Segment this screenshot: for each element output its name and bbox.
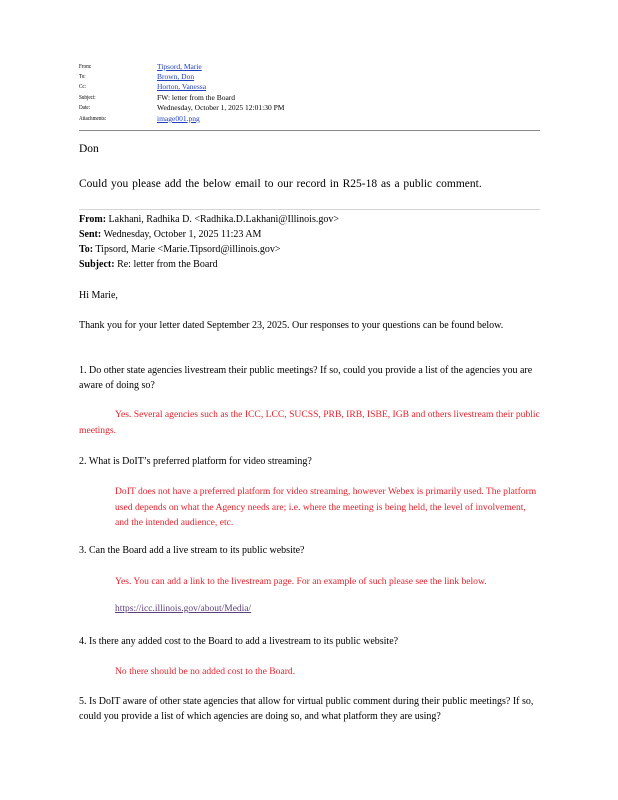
question-3: 3. Can the Board add a live stream to its public website? [79,545,305,556]
hi-marie: Hi Marie, [79,290,118,301]
fwd-to-line [79,244,280,255]
greeting-don: Don [79,143,99,155]
to-value[interactable]: Brown, Don [157,72,195,81]
fwd-from-label: From: [79,214,107,225]
attachment-link[interactable]: image001.png [157,114,200,123]
date-value: Wednesday, October 1, 2025 12:01:30 PM [157,103,285,112]
question-4: 4. Is there any added cost to the Board to add a livestream to its public website? [79,636,399,647]
question-2: 2. What is DoIT’s preferred platform for video streaming? [79,456,312,467]
top-message-body: Could you please add the below email to our record in R25-18 as a public comment. [79,178,482,190]
question-1: 1. Do other state agencies livestream their public meetings? If so, could you provide a list of the agencies you are aware of doing so? [79,365,533,391]
fwd-sent-value: Wednesday, October 1, 2025 11:23 AM [103,229,262,240]
answer-4: No there should be no added cost to the Board. [115,666,296,677]
fwd-subject-label: Subject: [79,259,115,270]
subject-label: Subject: [79,95,96,101]
fwd-to-value: Tipsord, Marie <Marie.Tipsord@illinois.gov> [95,244,281,255]
cc-label: Cc: [79,84,87,90]
fwd-from-value: Lakhani, Radhika D. <Radhika.D.Lakhani@Illinois.gov> [108,214,339,225]
cc-value[interactable]: Horton, Vanessa [157,82,207,91]
answer-3: Yes. You can add a link to the livestream page. For an example of such please see the link below. [115,576,487,587]
fwd-sent-line [79,229,261,240]
answer-1: Yes. Several agencies such as the ICC, LCC, SUCSS, PRB, IRB, ISBE, IGB and others livestream their public meetings. [79,409,540,436]
from-label: From: [79,64,92,70]
fwd-subject-value: Re: letter from the Board [117,259,218,270]
forward-divider [79,209,540,210]
fwd-to-label: To: [79,244,94,255]
intro-paragraph: Thank you for your letter dated September 23, 2025. Our responses to your questions can be found below. [79,320,504,331]
attachments-label: Attachments: [79,116,107,122]
answer-2: DoIT does not have a preferred platform for video streaming, however Webex is primarily used. The platform used depends on what the Agency needs are; i.e. where the meeting is being held, the level of involvement, and the intended audience, etc. [115,486,537,528]
question-5: 5. Is DoIT aware of other state agencies that allow for virtual public comment during their public meetings? If so, could you provide a list of which agencies are doing so, and what platform they are using? [79,696,534,722]
fwd-from-line [79,214,339,225]
fwd-subject-line [79,259,218,270]
header-divider [79,130,540,131]
to-label: To: [79,74,86,80]
livestream-link[interactable]: https://icc.illinois.gov/about/Media/ [115,604,252,614]
from-value[interactable]: Tipsord, Marie [157,62,202,71]
fwd-sent-label: Sent: [79,229,102,240]
date-label: Date: [79,105,91,111]
subject-value: FW: letter from the Board [157,93,236,102]
